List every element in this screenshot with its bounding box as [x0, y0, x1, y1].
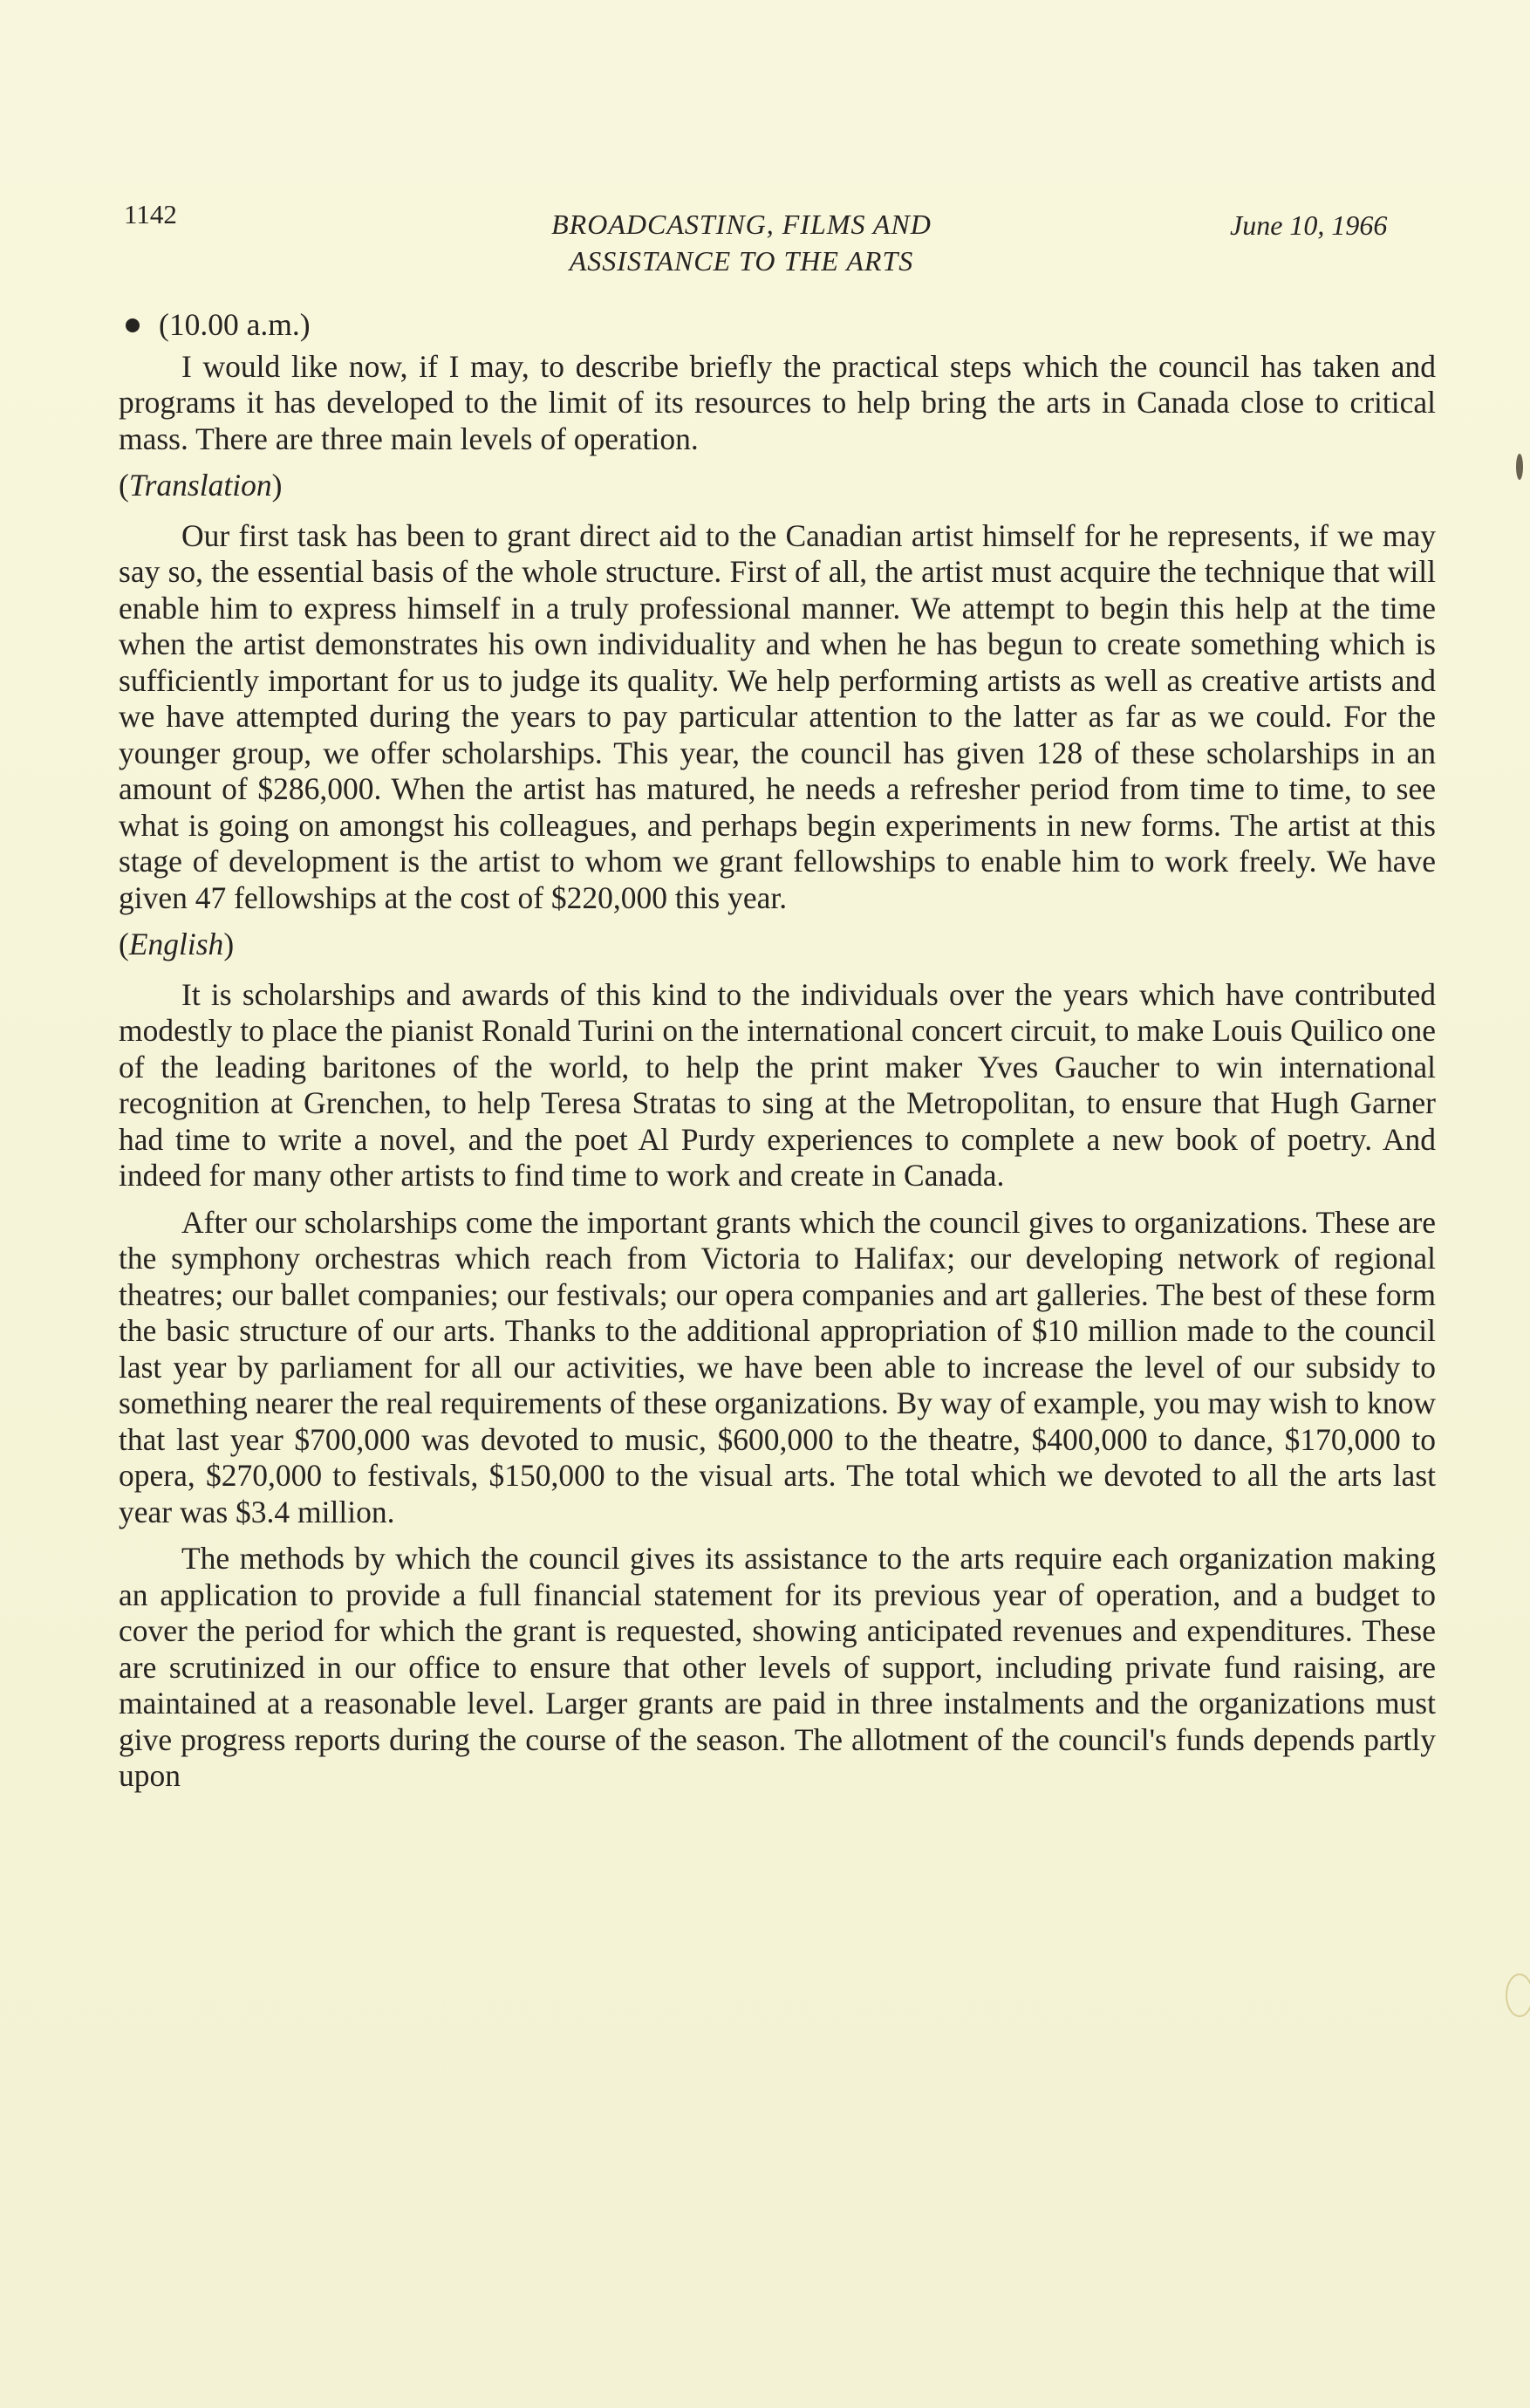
- running-date: June 10, 1966: [1230, 209, 1388, 241]
- time-marker-text: (10.00 a.m.): [159, 307, 311, 342]
- translation-tag-text: Translation: [128, 468, 272, 503]
- english-tag-text: English: [128, 927, 224, 961]
- running-title-line-2: ASSISTANCE TO THE ARTS: [569, 245, 914, 277]
- margin-mark: [1516, 454, 1523, 480]
- running-title: [454, 206, 1029, 279]
- running-title-line-1: BROADCASTING, FILMS AND: [551, 209, 932, 240]
- page-header: [0, 199, 1530, 295]
- paragraph-5: The methods by which the council gives its assistance to the arts require each organization making an application to provide a full financial statement for its previous year of operation, and a budget to cover the period for which the grant is requested, showing anticipated revenues and expenditures. These are scrutinized in our office to ensure that other levels of support, including private fund raising, are maintained at a reasonable level. Larger grants are paid in three instalments and the organizations must give progress reports during the course of the season. The allotment of the council's funds depends partly upon: [119, 1541, 1436, 1793]
- paragraph-1: I would like now, if I may, to describe briefly the practical steps which the council has taken and programs it has developed to the limit of its resources to help bring the arts in Canada close to critical mass. There are three main levels of operation.: [119, 348, 1436, 456]
- bullet-icon: [126, 318, 140, 332]
- translation-tag: (Translation): [119, 468, 283, 503]
- english-tag: (English): [119, 927, 235, 961]
- margin-stain: [1506, 1974, 1530, 2017]
- time-marker: [126, 307, 1436, 344]
- page-number: 1142: [124, 199, 177, 229]
- paragraph-3: It is scholarships and awards of this kind to the individuals over the years which have contributed modestly to place the pianist Ronald Turini on the international concert circuit, to make Louis Quilico one of the leading baritones of the world, to help the print maker Yves Gaucher to win international recognition at Grenchen, to help Teresa Stratas to sing at the Metropolitan, to ensure that Hugh Garner had time to write a novel, and the poet Al Purdy experiences to complete a new book of poetry. And indeed for many other artists to find time to work and create in Canada.: [119, 976, 1436, 1193]
- body-text: [119, 307, 1436, 1805]
- paragraph-2: Our first task has been to grant direct aid to the Canadian artist himself for he represents, if we may say so, the essential basis of the whole structure. First of all, the artist must acquire the technique that will enable him to express himself in a truly professional manner. We attempt to begin this help at the time when the artist demonstrates his own individuality and when he has begun to create something which is sufficiently important for us to judge its quality. We help performing artists as well as creative artists and we have attempted during the years to pay particular attention to the latter as far as we could. For the younger group, we offer scholarships. This year, the council has given 128 of these scholarships in an amount of $286,000. When the artist has matured, he needs a refresher period from time to time, to see what is going on amongst his colleagues, and perhaps begin experiments in new forms. The artist at this stage of development is the artist to whom we grant fellowships to enable him to work freely. We have given 47 fellowships at the cost of $220,000 this year.: [119, 517, 1436, 915]
- paragraph-4: After our scholarships come the important grants which the council gives to organizations. These are the symphony orchestras which reach from Victoria to Halifax; our developing network of regional theatres; our ballet companies; our festivals; our opera companies and art galleries. The best of these form the basic structure of our arts. Thanks to the additional appropriation of $10 million made to the council last year by parliament for all our activities, we have been able to increase the level of our subsidy to something nearer the real requirements of these organizations. By way of example, you may wish to know that last year $700,000 was devoted to music, $600,000 to the theatre, $400,000 to dance, $170,000 to opera, $270,000 to festivals, $150,000 to the visual arts. The total which we devoted to all the arts last year was $3.4 million.: [119, 1204, 1436, 1529]
